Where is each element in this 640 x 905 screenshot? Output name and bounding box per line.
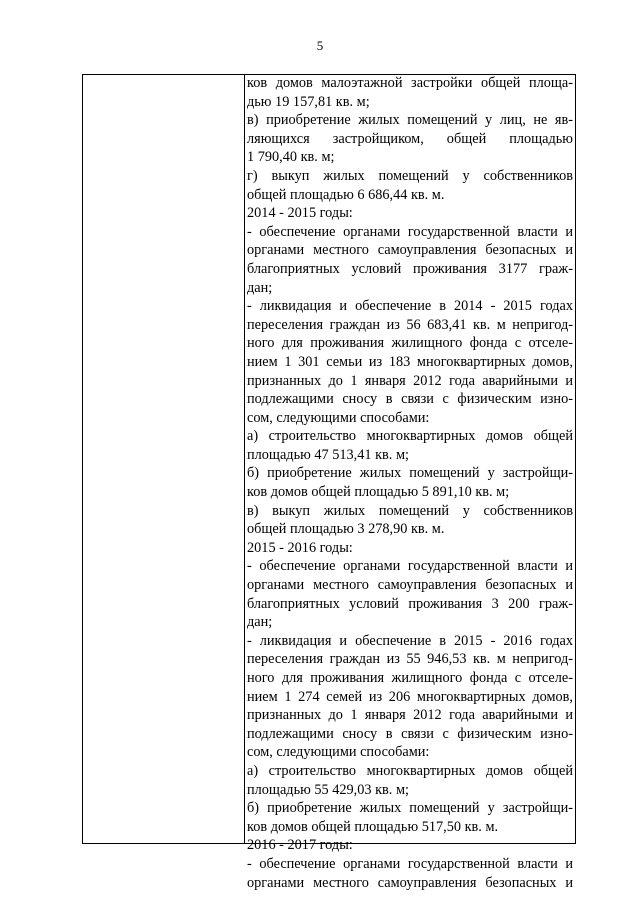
text-line: - обеспечение органами государственной власти и (247, 558, 573, 575)
text-line: признанных до 1 января 2012 года аварийными и (247, 372, 573, 389)
text-line: ного для проживания жилищного фонда с отселе- (247, 335, 573, 352)
text-line: г) выкуп жилых помещений у собственников (247, 167, 573, 184)
text-line: общей площадью 3 278,90 кв. м. (247, 521, 445, 538)
text-line: сом, следующими способами: (247, 409, 430, 426)
page-number: 5 (316, 38, 324, 53)
text-line: нием 1 274 семей из 206 многоквартирных домов, (247, 688, 573, 705)
text-line: сом, следующими способами: (247, 744, 430, 761)
text-line: дан; (247, 279, 273, 296)
text-line: органами местного самоуправления безопасных и (247, 242, 573, 259)
text-line: ков домов общей площадью 517,50 кв. м. (247, 818, 499, 835)
text-line: б) приобретение жилых помещений у застройщи- (247, 800, 573, 817)
text-line: 2015 - 2016 годы: (247, 539, 353, 556)
right-column-cell (247, 74, 573, 892)
text-line: в) приобретение жилых помещений у лиц, не яв- (247, 112, 573, 129)
text-line: б) приобретение жилых помещений у застройщи- (247, 465, 573, 482)
text-line: благоприятных условий проживания 3177 граж- (247, 260, 573, 277)
text-line: а) строительство многоквартирных домов общей (247, 762, 573, 779)
text-line: органами местного самоуправления безопасных и (247, 577, 573, 594)
text-line: нием 1 301 семьи из 183 многоквартирных домов, (247, 353, 573, 370)
text-line: дью 19 157,81 кв. м; (247, 93, 370, 110)
text-line: 2014 - 2015 годы: (247, 205, 353, 222)
text-line: площадью 47 513,41 кв. м; (247, 446, 409, 463)
text-line: площадью 55 429,03 кв. м; (247, 781, 409, 798)
text-line: 1 790,40 кв. м; (247, 149, 335, 166)
text-line: - обеспечение органами государственной власти и (247, 855, 573, 872)
text-line: благоприятных условий проживания 3 200 граж- (247, 595, 573, 612)
text-line: в) выкуп жилых помещений у собственников (247, 502, 573, 519)
text-line: а) строительство многоквартирных домов общей (247, 428, 573, 445)
text-line: подлежащими сносу в связи с физическим изно- (247, 391, 573, 408)
left-column-cell (83, 75, 243, 843)
text-line: подлежащими сносу в связи с физическим изно- (247, 725, 573, 742)
text-line: дан; (247, 614, 273, 631)
text-line: переселения граждан из 56 683,41 кв. м непригод- (247, 316, 573, 333)
text-line: - ликвидация и обеспечение в 2015 - 2016 годах (247, 632, 573, 649)
text-line: переселения граждан из 55 946,53 кв. м непригод- (247, 651, 573, 668)
text-line: ков домов общей площадью 5 891,10 кв. м; (247, 484, 510, 501)
text-line: общей площадью 6 686,44 кв. м. (247, 186, 445, 203)
text-line: ков домов малоэтажной застройки общей площа- (247, 75, 573, 91)
text-line: 2016 - 2017 годы: (247, 837, 353, 854)
text-line: ного для проживания жилищного фонда с отселе- (247, 670, 573, 686)
text-line: ляющихся застройщиком, общей площадью (247, 130, 573, 147)
text-line: признанных до 1 января 2012 года аварийными и (247, 707, 573, 724)
column-divider (244, 74, 245, 844)
text-line: - обеспечение органами государственной власти и (247, 223, 573, 240)
text-line: органами местного самоуправления безопасных и (247, 874, 573, 891)
text-line: - ликвидация и обеспечение в 2014 - 2015 годах (247, 298, 573, 315)
